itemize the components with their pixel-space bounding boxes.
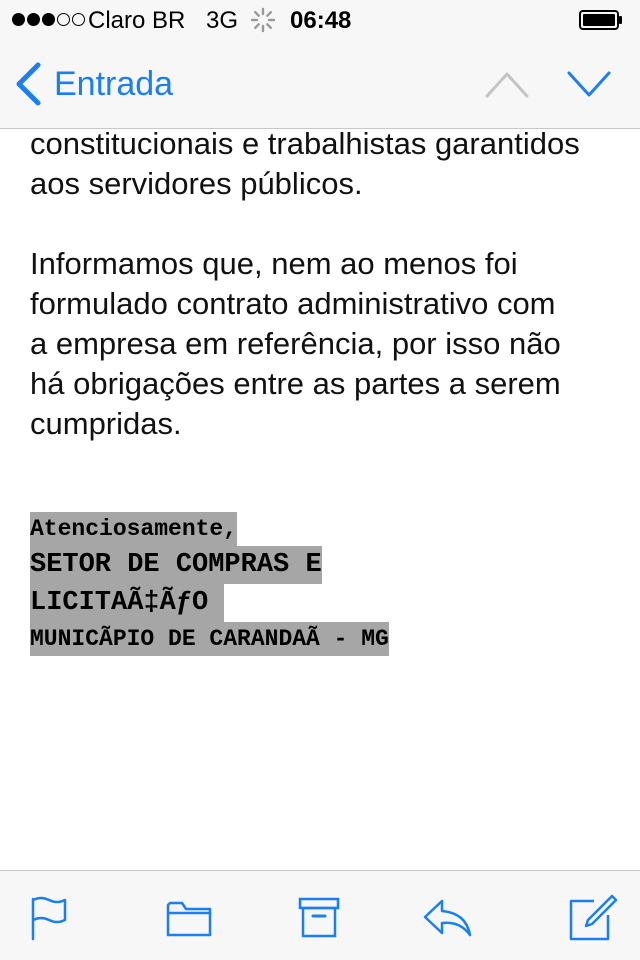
status-bar [0,0,640,40]
reply-icon [422,893,472,943]
folder-icon [164,893,214,943]
network-type: 3G [206,7,239,34]
compose-button[interactable] [568,893,618,943]
body-text-line: Informamos que, nem ao menos foi [30,246,518,281]
back-button[interactable] [14,60,173,108]
signature-municipality: MUNICÃPIO DE CARANDAÃ - MG [30,622,389,656]
status-time: 06:48 [290,7,352,34]
body-text-line: aos servidores públicos. [30,166,363,201]
carrier-name: Claro BR [88,7,186,34]
reply-button[interactable] [422,893,472,943]
signal-strength-icon [12,13,85,26]
body-text-line: cumpridas. [30,406,182,441]
signature-closing: Atenciosamente, [30,512,237,546]
chevron-left-icon [14,62,44,106]
message-body [30,124,620,444]
archive-icon [296,893,346,943]
body-text-line: formulado contrato administrativo com [30,286,556,321]
move-to-folder-button[interactable] [164,893,214,943]
compose-icon [568,893,618,943]
signature-department-cont: LICITAÃ‡ÃƒO [30,584,224,622]
back-button-label: Entrada [54,64,174,103]
activity-spinner-icon [250,7,276,33]
navigation-bar [0,40,640,129]
signature-department: SETOR DE COMPRAS E [30,546,322,584]
body-text-line: constitucionais e trabalhistas garantidos [30,126,580,161]
chevron-up-icon[interactable] [484,68,530,100]
archive-button[interactable] [296,893,346,943]
body-text-line: a empresa em referência, por isso não [30,326,561,361]
flag-icon [24,893,74,943]
bottom-toolbar [0,870,640,960]
body-text-line: há obrigações entre as partes a serem [30,366,561,401]
email-signature [30,512,389,656]
chevron-down-icon[interactable] [566,68,612,100]
flag-button[interactable] [24,893,74,943]
battery-icon [579,10,623,30]
